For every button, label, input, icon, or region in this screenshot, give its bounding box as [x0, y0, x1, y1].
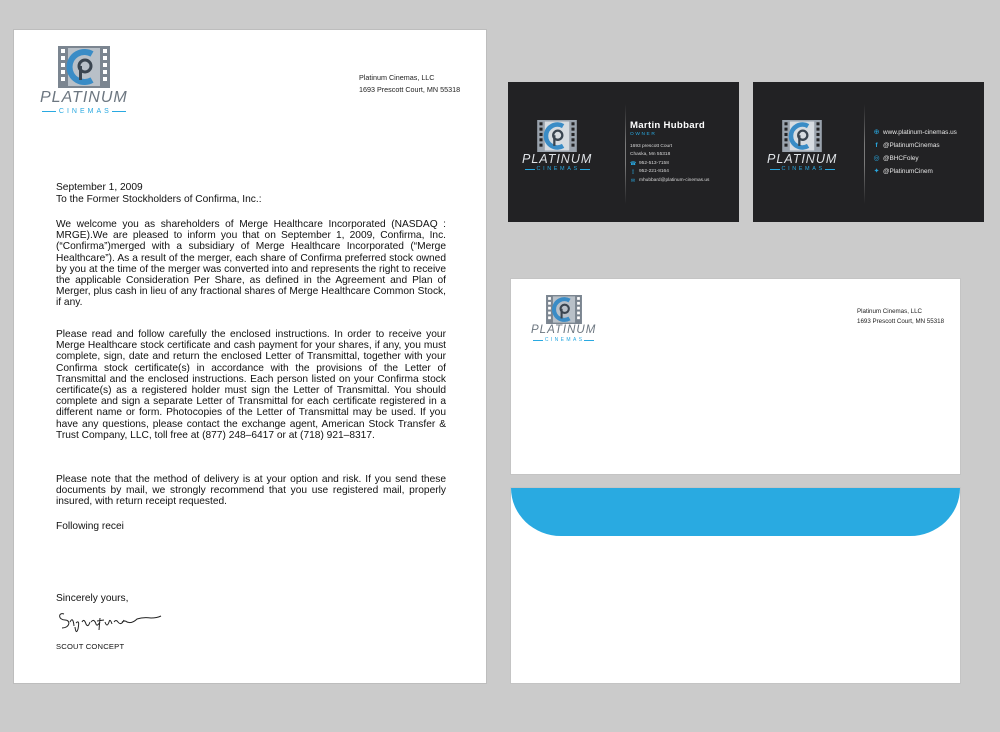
brand-subtitle: CINEMAS	[533, 338, 595, 343]
envelope-back	[510, 487, 961, 684]
card-front-logo	[522, 120, 592, 172]
letter-salutation: To the Former Stockholders of Confirma, Inc.:	[56, 193, 262, 205]
twitter-icon: ✦	[873, 168, 880, 175]
letterhead-sheet	[13, 29, 487, 684]
letter-paragraph-1: We welcome you as shareholders of Merge Healthcare Incorporated (NASDAQ : MRGE).We are pleased to inform you that on September 1, 2009, Confirma, Inc. (“Confirma”)merged with a subsidiary of Merge Healthcare Incorporated (“Merge Healthcare”). As a result of the merger, each share of Confirma preferred stock owned by you at the time of the merger was converted into and represents the right to receive the applicable Consideration Per Share, as defined in the Agreement and Plan of Merger, plus cash in lieu of any fractional shares of Merge Healthcare Common Stock, if any.	[56, 219, 446, 309]
brand-wordmark: PLATINUM	[531, 324, 597, 336]
email-icon: ✉	[630, 177, 636, 184]
brand-wordmark: PLATINUM	[522, 152, 593, 166]
card-divider	[625, 104, 626, 204]
card-back-logo	[767, 120, 837, 172]
facebook-link: @PlatinumCinemas	[883, 142, 940, 149]
facebook-icon: f	[875, 142, 878, 149]
envelope-logo	[531, 295, 596, 343]
instagram-link: @BHCFoley	[883, 155, 919, 162]
letter-date-block	[56, 182, 262, 205]
card-contact-info: 1693 prescott Court Chaska, Mn 55318 ☎ 952-513-7158 ▯ 952-221-8164 ✉ mhubbard@platinum-cinemas.us	[630, 144, 710, 184]
letter-paragraph-2: Please read and follow carefully the enclosed instructions. In order to receive your Merge Healthcare stock certificate and cash payment for your shares, if any, you must complete, sign, date and return the enclosed Letter of Transmittal, together with your Confirma stock certificate(s) in accordance with the provisions of the Letter of Transmittal and the enclosed instructions. Each person listed on your Confirma stock certificate(s) as a registered holder must sign the Letter of Transmittal. You should complete and sign a separate Letter of Transmittal for each certificate registered in a different name or form. Photocopies of the Letter of Transmittal may be used. If you have any questions, please contact the exchange agent, American Stock Transfer & Trust Company, LLC, toll free at (877) 248–6417 or at (718) 921–8317.	[56, 329, 446, 441]
envelope-front	[510, 278, 961, 475]
letterhead-address: Platinum Cinemas, LLC 1693 Prescott Court, MN 55318	[359, 73, 461, 94]
brand-subtitle: CINEMAS	[770, 167, 835, 173]
card-person-name: Martin Hubbard	[630, 120, 706, 131]
phone-icon: ☎	[630, 160, 637, 167]
letter-closing: Sincerely yours,	[56, 593, 129, 604]
letter-paragraph-4: Following recei	[56, 521, 124, 532]
envelope-flap	[511, 488, 960, 536]
letter-paragraph-3: Please note that the method of delivery is at your option and risk. If you send these documents by mail, we strongly recommend that you use registered mail, properly insured, with return receipt requested.	[56, 474, 446, 508]
film-camera-logo-icon	[58, 46, 110, 88]
card-person-role: OWNER	[630, 132, 657, 137]
card-social-links	[872, 126, 957, 178]
mobile-icon: ▯	[631, 169, 635, 176]
instagram-icon: ◎	[873, 155, 880, 162]
letter-date: September 1, 2009	[56, 182, 143, 193]
letterhead-logo	[40, 46, 128, 115]
film-camera-logo-icon	[537, 120, 577, 152]
twitter-link: @PlatinumCinem	[883, 168, 933, 175]
brand-wordmark: PLATINUM	[40, 89, 128, 106]
card-divider	[864, 104, 865, 204]
brand-wordmark: PLATINUM	[767, 152, 838, 166]
business-card-back	[753, 82, 984, 222]
film-camera-logo-icon	[546, 295, 582, 324]
business-card-front	[508, 82, 739, 222]
signer-name: SCOUT CONCEPT	[56, 642, 125, 651]
brand-subtitle: CINEMAS	[525, 167, 590, 173]
brand-subtitle: CINEMAS	[42, 108, 126, 115]
film-camera-logo-icon	[782, 120, 822, 152]
website-link: www.platinum-cinemas.us	[883, 129, 957, 136]
envelope-address: Platinum Cinemas, LLC 1693 Prescott Court, MN 55318	[857, 308, 945, 325]
globe-icon: ⊕	[873, 129, 880, 136]
handwritten-signature	[56, 608, 166, 634]
